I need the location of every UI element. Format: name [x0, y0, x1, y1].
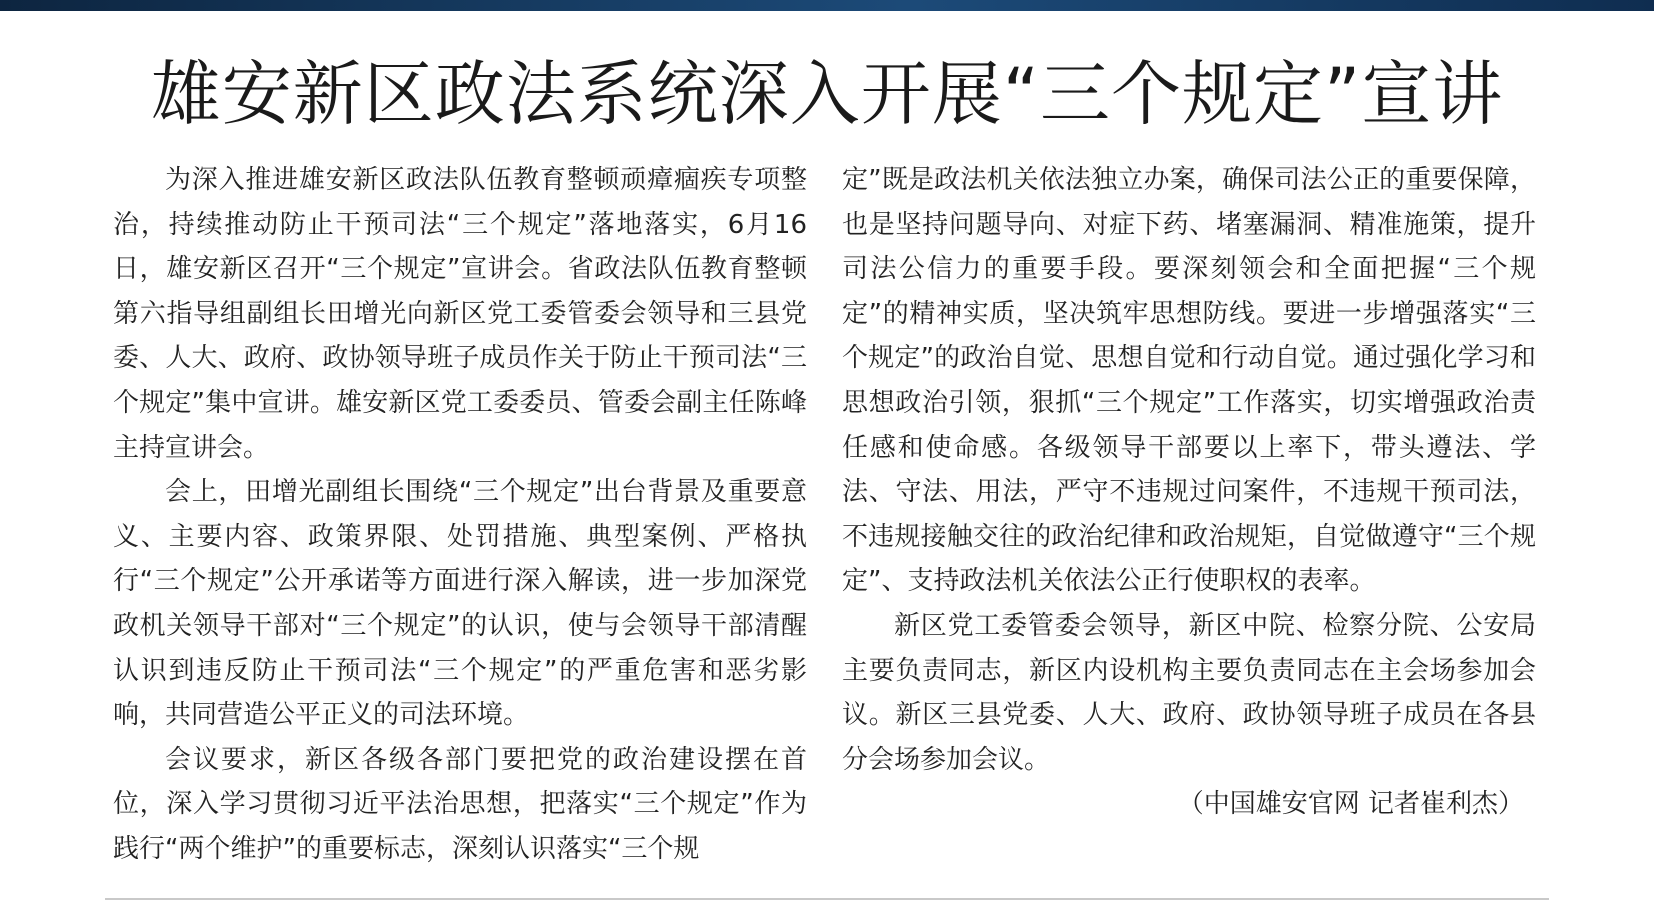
article-column-left: [113, 158, 807, 872]
top-banner-bar: [0, 0, 1654, 11]
article-byline: （中国雄安官网 记者崔利杰）: [1177, 789, 1524, 820]
bottom-divider: [105, 898, 1549, 900]
paragraph-3-continued: 定”既是政法机关依法独立办案，确保司法公正的重要保障，也是坚持问题导向、对症下药、堵塞漏洞、精准施策，提升司法公信力的重要手段。要深刻领会和全面把握“三个规定”的精神实质，坚决筑牢思想防线。要进一步增强落实“三个规定”的政治自觉、思想自觉和行动自觉。通过强化学习和思想政治引领，狠抓“三个规定”工作落实，切实增强政治责任感和使命感。各级领导干部要以上率下，带头遵法、学法、守法、用法，严守不违规过问案件，不违规干预司法，不违规接触交往的政治纪律和政治规矩，自觉做遵守“三个规定”、支持政法机关依法公正行使职权的表率。: [842, 165, 1536, 597]
article-title: 雄安新区政法系统深入开展“三个规定”宣讲: [150, 53, 1504, 135]
paragraph-4: 新区党工委管委会领导，新区中院、检察分院、公安局主要负责同志，新区内设机构主要负责同志在主会场参加会议。新区三县党委、人大、政府、政协领导班子成员在各县分会场参加会议。: [842, 610, 1536, 775]
paragraph-3: 会议要求，新区各级各部门要把党的政治建设摆在首位，深入学习贯彻习近平法治思想，把落实“三个规定”作为践行“两个维护”的重要标志，深刻认识落实“三个规: [113, 744, 807, 864]
article-column-right: [842, 158, 1536, 827]
paragraph-2: 会上，田增光副组长围绕“三个规定”出台背景及重要意义、主要内容、政策界限、处罚措施、典型案例、严格执行“三个规定”公开承诺等方面进行深入解读，进一步加深党政机关领导干部对“三个规定”的认识，使与会领导干部清醒认识到违反防止干预司法“三个规定”的严重危害和恶劣影响，共同营造公平正义的司法环境。: [113, 477, 807, 731]
paragraph-1: 为深入推进雄安新区政法队伍教育整顿顽瘴痼疾专项整治，持续推动防止干预司法“三个规定”落地落实，6月16日，雄安新区召开“三个规定”宣讲会。省政法队伍教育整顿第六指导组副组长田增光向新区党工委管委会领导和三县党委、人大、政府、政协领导班子成员作关于防止干预司法“三个规定”集中宣讲。雄安新区党工委委员、管委会副主任陈峰主持宣讲会。: [113, 165, 807, 463]
